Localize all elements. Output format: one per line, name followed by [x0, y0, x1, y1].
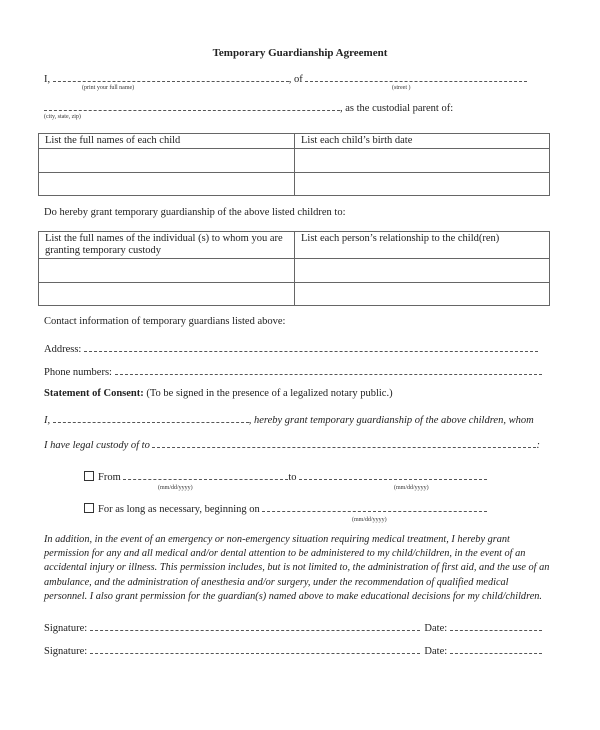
- consent-line-1: [44, 413, 534, 426]
- option-long: [84, 502, 487, 515]
- consent-name-field[interactable]: [53, 413, 249, 423]
- date-label: Date:: [424, 623, 448, 634]
- hint-city: (city, state, zip): [44, 114, 81, 120]
- address-line: [44, 342, 538, 355]
- guardian-name-cell[interactable]: [39, 259, 295, 283]
- from-date-field[interactable]: [123, 470, 288, 480]
- signature-field[interactable]: [90, 644, 420, 654]
- label: to: [288, 472, 297, 483]
- hint-date: (mm/dd/yyyy): [158, 485, 193, 491]
- label: , as the custodial parent of:: [340, 103, 454, 114]
- signature-row: [44, 644, 542, 657]
- label: , hereby grant temporary guardianship of the above children, whom: [248, 415, 534, 426]
- label: I have legal custody of to: [44, 440, 150, 451]
- signature-label: Signature:: [44, 623, 88, 634]
- guardian-relationship-cell[interactable]: [295, 283, 550, 306]
- city-state-zip-field[interactable]: [44, 101, 340, 111]
- header-cell: List the full names of each child: [39, 134, 295, 149]
- header-cell: List the full names of the individual (s) to whom you are granting temporary custody: [39, 232, 295, 259]
- header-cell: List each person’s relationship to the child(ren): [295, 232, 550, 259]
- label: From: [98, 472, 121, 483]
- option-from: [84, 470, 487, 483]
- page-title: Temporary Guardianship Agreement: [212, 47, 388, 59]
- signature-label: Signature:: [44, 646, 88, 657]
- name-street-line: [44, 72, 527, 85]
- consent-note: (To be signed in the presence of a legalized notary public.): [146, 388, 393, 399]
- label: For as long as necessary, beginning on: [98, 504, 260, 515]
- from-checkbox[interactable]: [84, 471, 94, 481]
- signature-row: [44, 621, 542, 634]
- label: I,: [44, 415, 51, 426]
- phone-line: [44, 365, 542, 378]
- guardian-table: [38, 231, 550, 306]
- child-birthdate-cell[interactable]: [295, 149, 550, 173]
- custody-field[interactable]: [152, 438, 536, 448]
- guardian-name-cell[interactable]: [39, 283, 295, 306]
- full-name-field[interactable]: [53, 72, 289, 82]
- to-date-field[interactable]: [299, 470, 487, 480]
- city-line: [44, 101, 453, 114]
- consent-heading-line: [44, 388, 393, 399]
- consent-line-2: [44, 438, 540, 451]
- phone-field[interactable]: [115, 365, 542, 375]
- hint-date: (mm/dd/yyyy): [394, 485, 429, 491]
- date-field[interactable]: [450, 621, 542, 631]
- label: :: [536, 440, 540, 451]
- address-label: Address:: [44, 344, 82, 355]
- beginning-date-field[interactable]: [262, 502, 487, 512]
- street-field[interactable]: [305, 72, 527, 82]
- medical-paragraph: In addition, in the event of an emergency or non-emergency situation requiring medical treatment, I hereby grant permission for any and all medical and/or dental attention to be administered to my child/children, in the event of an accidental injury or illness. This permission includes, but is not limited to, the administration of first aid, and the use of an ambulance, and the administration of anesthesia and/or surgery, under the recommendation of qualified medical personnel. I also grant permission for the guardian(s) named above to make educational decisions for my child/children.: [44, 534, 550, 602]
- date-field[interactable]: [450, 644, 542, 654]
- date-label: Date:: [424, 646, 448, 657]
- grant-text: Do hereby grant temporary guardianship of the above listed children to:: [44, 207, 346, 218]
- child-birthdate-cell[interactable]: [295, 173, 550, 196]
- contact-text: Contact information of temporary guardians listed above:: [44, 316, 286, 327]
- children-table: [38, 133, 550, 196]
- child-name-cell[interactable]: [39, 173, 295, 196]
- guardian-relationship-cell[interactable]: [295, 259, 550, 283]
- hint-date: (mm/dd/yyyy): [352, 517, 387, 523]
- phone-label: Phone numbers:: [44, 367, 112, 378]
- header-cell: List each child’s birth date: [295, 134, 550, 149]
- consent-heading: Statement of Consent:: [44, 388, 144, 399]
- label: I,: [44, 74, 51, 85]
- hint-name: (print your full name): [82, 85, 135, 91]
- label: , of: [288, 74, 303, 85]
- signature-field[interactable]: [90, 621, 420, 631]
- hint-street: (street ): [392, 85, 411, 91]
- long-checkbox[interactable]: [84, 503, 94, 513]
- child-name-cell[interactable]: [39, 149, 295, 173]
- address-field[interactable]: [84, 342, 538, 352]
